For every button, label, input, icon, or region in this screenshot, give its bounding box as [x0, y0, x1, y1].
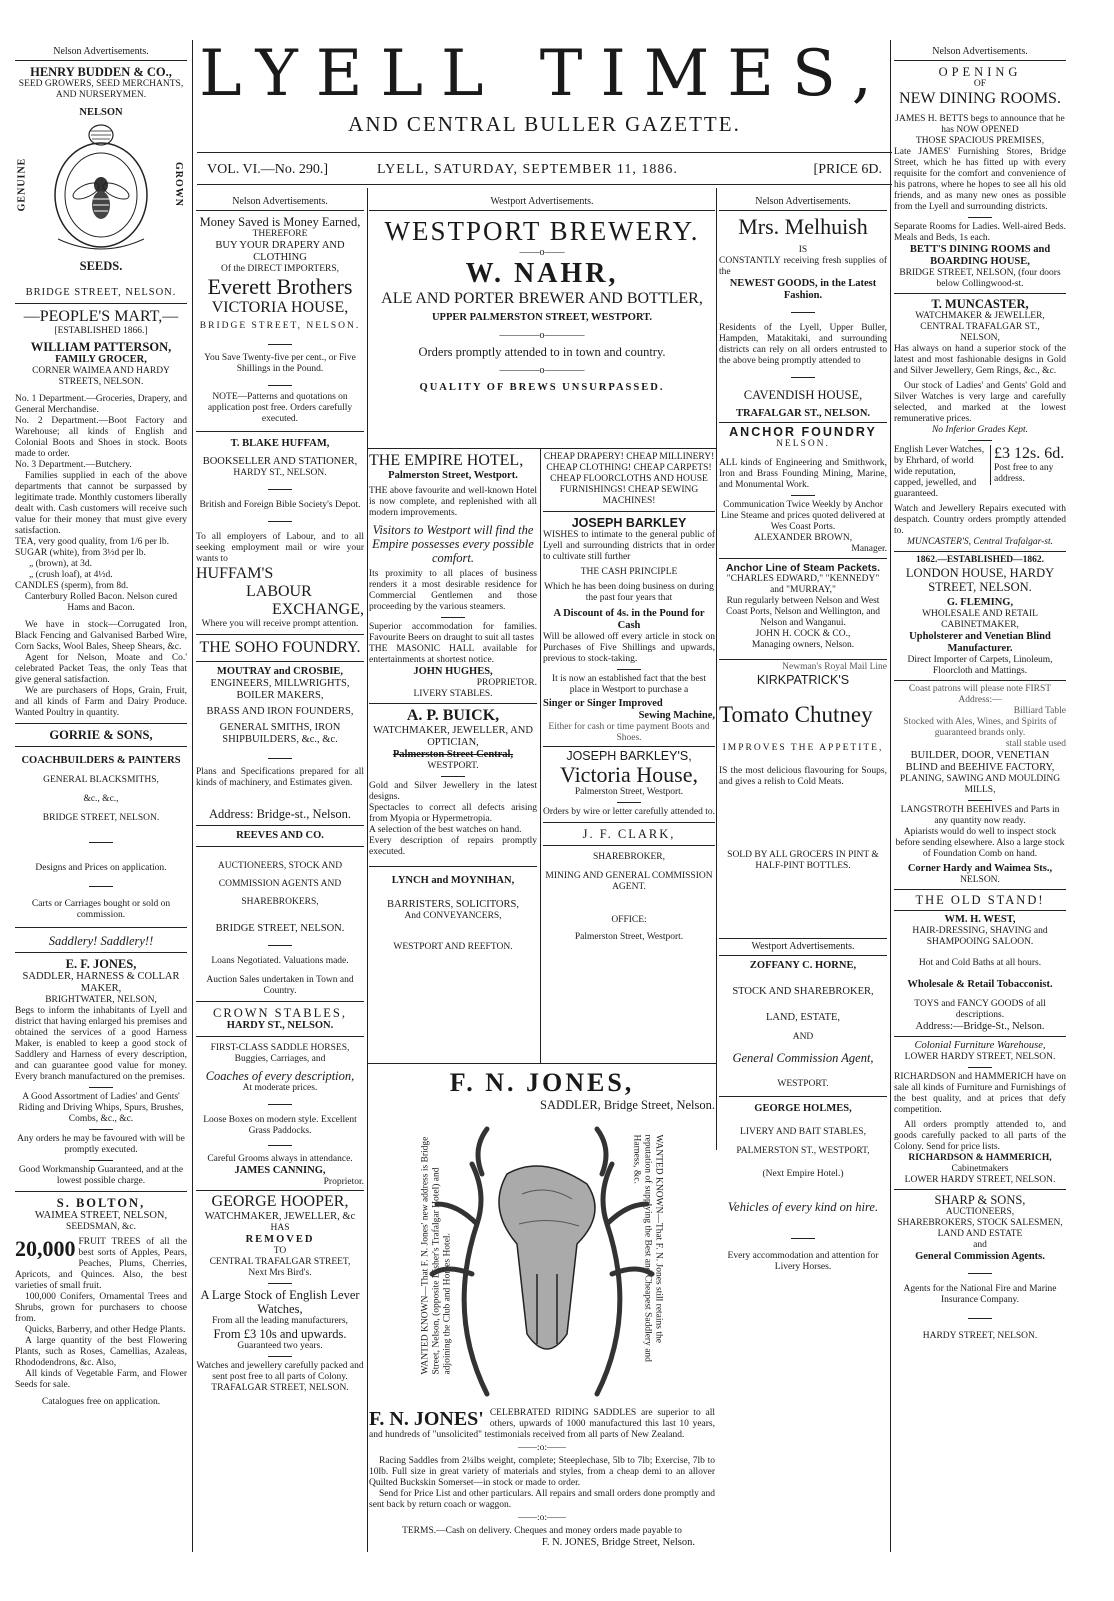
bolton-role: SEEDSMAN, &c. — [66, 1222, 136, 1232]
holmes-accommodation: Every accommodation and attention for Livery Horses. — [727, 1251, 879, 1272]
bolton-large: A large quantity of the best Flowering Plants, such as Roses, Camellias, Azaleas, Rhododendrons, &c. Also, — [15, 1336, 187, 1368]
empire-visitors: Visitors to Westport will find the Empire possesses every possible comfort. — [372, 523, 534, 565]
horne-general: General Commission Agent, — [732, 1051, 874, 1065]
hooper-name: GEORGE HOOPER, — [211, 1193, 349, 1210]
buick-town: WESTPORT. — [427, 761, 479, 771]
betts-separate: Separate Rooms for Ladies. Well-aired Beds. Meals and Beds, 1s each. — [894, 222, 1066, 243]
betts-body: JAMES H. BETTS begs to announce that he has NOW OPENED — [895, 114, 1065, 135]
anchor-line: Anchor Line of Steam Packets. — [725, 562, 881, 574]
efjones-body: Begs to inform the inhabitants of Lyell and district that having enlarged his premises and obtained the services of a good Harness Maker, is enabled to keep a good stock of Saddlery and Harness of every description, and can guarantee good value for money. Every branch manufactured on the premises. — [15, 1006, 187, 1082]
west-address: Address:—Bridge-St., Nelson. — [915, 1021, 1045, 1032]
barkley-name: JOSEPH BARKLEY — [571, 516, 687, 530]
pm-dept-3: No. 3 Department.—Butchery. — [15, 460, 132, 470]
barkley-which: Which he has been doing business on during the past four years that — [544, 582, 714, 603]
nahr-role: ALE AND PORTER BREWER AND BOTTLER, — [381, 290, 703, 307]
fleming-stall: stall stable used — [1005, 739, 1066, 749]
everett-therefore: THEREFORE — [252, 229, 308, 239]
hooper-from: From all the leading manufacturers, — [212, 1316, 348, 1326]
dateline: LYELL, SATURDAY, SEPTEMBER 11, 1886. — [377, 162, 678, 177]
soho-plans: Plans and Specifications prepared for all kinds of machinery, and Estimates given. — [196, 767, 364, 788]
nahr-name: W. NAHR, — [465, 258, 619, 289]
buick-name: A. P. BUICK, — [406, 707, 500, 724]
buick-role: WATCHMAKER, JEWELLER, AND OPTICIAN, — [373, 725, 533, 748]
fleming-stocked: Stocked with Ales, Wines, and Spirits of guaranteed brands only. — [903, 717, 1057, 738]
holmes-name: GEORGE HOLMES, — [754, 1103, 852, 1114]
fleming-coast: Coast patrons will please note FIRST Address:— — [908, 684, 1052, 705]
column-header: Nelson Advertisements. — [196, 194, 364, 211]
lynch-conveyancers: And CONVEYANCERS, — [404, 911, 502, 921]
west-toys: TOYS and FANCY GOODS of all descriptions. — [914, 999, 1046, 1020]
clark-name: J. F. CLARK, — [582, 827, 676, 841]
empire-masonic: THE MASONIC HALL available for entertainments at shortest notice. — [369, 644, 537, 665]
empire-proprietor: JOHN HUGHES, — [413, 666, 493, 677]
fleming-importer: Direct Importer of Carpets, Linoleum, Floorcloth and Mattings. — [907, 655, 1053, 676]
saddlery-banner: Saddlery! Saddlery!! — [48, 934, 154, 948]
cavendish-house: CAVENDISH HOUSE, — [743, 388, 863, 402]
empire-proprietor-role: PROPRIETOR. — [476, 678, 537, 688]
fleming-langstroth: LANGSTROTH BEEHIVES and Parts in any quantity now ready. — [900, 805, 1060, 826]
fnjones-left-sidebar: WANTED KNOWN—That F. N. Jones' new address is Bridge Street, Nelson, (opposite Disher's Trafalgar Hotel) and adjoining the Club and Horses Hotel. — [420, 1136, 453, 1375]
empire-title: THE EMPIRE HOTEL, — [369, 452, 524, 469]
volume-number: VOL. VI.—No. 290.] — [207, 162, 329, 177]
opening: OPENING — [938, 65, 1022, 79]
everett-note: NOTE—Patterns and quotations on application post free. Orders carefully executed. — [207, 392, 353, 424]
gorrie-name: GORRIE & SONS, — [49, 728, 153, 742]
anchor-nelson: NELSON. — [776, 439, 830, 449]
column-3b — [543, 452, 715, 1062]
column-3a — [369, 452, 537, 1062]
fleming-corner: Corner Hardy and Waimea Sts., — [907, 863, 1053, 874]
fnjones-subtitle: SADDLER, Bridge Street, Nelson. — [540, 1098, 715, 1112]
fleming-name: G. FLEMING, — [946, 597, 1014, 608]
everett-name: Everett Brothers — [207, 274, 353, 299]
newspaper-title: LYELL TIMES, — [199, 37, 890, 111]
london-house-est: 1862.—ESTABLISHED—1862. — [915, 555, 1045, 565]
tomato-improves: IMPROVES THE APPETITE, — [722, 743, 884, 753]
crown-loose: Loose Boxes on modern style. Excellent Grass Paddocks. — [203, 1115, 357, 1136]
old-stand: THE OLD STAND! — [915, 893, 1045, 907]
west-baths: Hot and Cold Baths at all hours. — [918, 958, 1042, 968]
crown-title: CROWN STABLES, — [213, 1006, 347, 1020]
huffam-bible: British and Foreign Bible Society's Depot. — [199, 500, 361, 510]
muncaster-address: CENTRAL TRAFALGAR ST., — [920, 322, 1040, 332]
huffam-name: T. BLAKE HUFFAM, — [230, 438, 330, 449]
tomato-body: IS the most delicious flavouring for Soups, and gives a relish to Cold Meats. — [719, 766, 887, 787]
sharp-general: General Commission Agents. — [915, 1251, 1045, 1262]
pm-sugar-1: SUGAR (white), from 3½d per lb. — [15, 548, 146, 558]
clark-mining: MINING AND GENERAL COMMISSION AGENT. — [545, 871, 713, 892]
horne-westport: WESTPORT. — [777, 1079, 829, 1089]
kirkpatrick-torn-line: Newman's Royal Mail Line — [782, 662, 887, 672]
rh-name: RICHARDSON & HAMMERICH, — [908, 1153, 1052, 1163]
muncaster-stock: Our stock of Ladies' and Gents' Gold and Silver Watches is very large and carefully selected, and marked at the lowest remunerative prices. — [894, 381, 1066, 424]
anchor-manager-role: Manager. — [851, 544, 887, 554]
anchor-manager: ALEXANDER BROWN, — [753, 533, 853, 543]
column-header: Westport Advertisements. — [369, 194, 715, 211]
bolton-fruit: FRUIT TREES of all the best sorts of Apples, Pears, Peaches, Plums, Cherries, Apricots, and Quinces. Also, the best varieties of small fruit. — [15, 1237, 187, 1291]
pm-candles: CANDLES (sperm), from 8d. — [15, 581, 129, 591]
huffam-employers: To all employers of Labour, and to all seeking employment mail or wire your wants to — [196, 532, 364, 564]
bolton-name: S. BOLTON, — [56, 1196, 146, 1210]
rh-address: LOWER HARDY STREET, NELSON. — [904, 1175, 1056, 1185]
fleming-billiard: Billiard Table — [1013, 706, 1066, 716]
fnjones-right-sidebar: WANTED KNOWN—That F. N. Jones still retains the reputation of supplying the Best and Cheapest Saddlery and Harness, &c. — [631, 1134, 664, 1362]
crown-proprietor: JAMES CANNING, — [234, 1165, 326, 1176]
fnjones-celebrated: CELEBRATED RIDING SADDLES are superior to all others, upwards of 1000 manufactured this last 10 years, and hundreds of "unsolicited" testimonials received from all parts of New Zealand. — [369, 1408, 715, 1440]
empire-address: Palmerston Street, Westport. — [388, 470, 518, 481]
muncaster-name: T. MUNCASTER, — [931, 297, 1029, 311]
anchor-line-ships: "CHARLES EDWARD," "KENNEDY" and "MURRAY," — [726, 574, 880, 595]
melhuish-residents: Residents of the Lyell, Upper Buller, Hampden, Matakitaki, and surrounding districts can rely on all orders entrusted to the above being promptly attended to — [719, 323, 887, 366]
bolton-quicks: Quicks, Barberry, and other Hedge Plants. — [25, 1325, 186, 1335]
crown-coaches: Coaches of every description, — [205, 1069, 355, 1083]
gorrie-smiths: GENERAL BLACKSMITHS, — [43, 775, 159, 785]
column-2 — [196, 194, 364, 1554]
empire-body: THE above favourite and well-known Hotel is now complete, and replenished with all modern improvements. — [369, 486, 537, 518]
sharp-role: SHAREBROKERS, STOCK SALESMEN, LAND AND ESTATE — [897, 1218, 1063, 1239]
rh-role: Cabinetmakers — [951, 1164, 1009, 1174]
hooper-has: HAS — [270, 1223, 290, 1233]
empire-superior: Superior accommodation for families. Favourite Beers on draught to suit all tastes — [369, 622, 537, 643]
colonial-address: LOWER HARDY STREET, NELSON. — [904, 1052, 1056, 1062]
hooper-next: Next Mrs Bird's. — [248, 1268, 312, 1278]
column-header: Nelson Advertisements. — [719, 194, 887, 211]
fnjones-terms: TERMS.—Cash on delivery. Cheques and money orders made payable to — [402, 1526, 682, 1536]
pm-tea: TEA, very good quality, from 1/6 per lb. — [15, 537, 169, 547]
anchor-line-run: Run regularly between Nelson and West Coast Ports, Nelson and Wellington, and Nelson and Wanganui. — [726, 596, 880, 628]
clark-address: Palmerston Street, Westport. — [574, 932, 684, 942]
soho-title: THE SOHO FOUNDRY. — [199, 639, 361, 656]
reeves-loans: Loans Negotiated. Valuations made. — [211, 956, 349, 966]
muncaster-repairs: Watch and Jewellery Repairs executed with despatch. Country orders promptly attended to. — [894, 504, 1066, 536]
hooper-large-stock: A Large Stock of English Lever Watches, — [200, 1288, 360, 1316]
hooper-price: From £3 10s and upwards. — [213, 1327, 347, 1341]
fleming-planing: PLANING, SAWING AND MOULDING MILLS, — [899, 774, 1061, 795]
reeves-role: AUCTIONEERS, STOCK AND COMMISSION AGENTS AND SHAREBROKERS, — [217, 861, 343, 907]
holmes-next: (Next Empire Hotel.) — [762, 1169, 844, 1179]
lynch-role: BARRISTERS, SOLICITORS, — [387, 899, 519, 910]
betts-name: BETT'S DINING ROOMS and BOARDING HOUSE, — [909, 244, 1051, 267]
barkley-body: WISHES to intimate to the general public of Lyell and surrounding districts that in order to cultivate still further — [543, 530, 715, 562]
pm-stock: We have in stock—Corrugated Iron, Black Fencing and Galvanised Barbed Wire, Corn Sacks, Wool Bales, Sheep Shears, &c. — [15, 620, 187, 652]
hooper-packed: Watches and jewellery carefully packed and sent post free to all parts of Colony. — [196, 1361, 364, 1382]
london-house: LONDON HOUSE, HARDY STREET, NELSON. — [905, 566, 1055, 594]
opening-of: OF — [973, 79, 987, 89]
melhuish-name: Mrs. Melhuish — [738, 214, 868, 239]
soho-address: Address: Bridge-st., Nelson. — [209, 807, 351, 821]
price: [PRICE 6D. — [813, 162, 882, 177]
melhuish-is: IS — [798, 245, 808, 255]
fnjones-send: Send for Price List and other particulars. All repairs and small orders done promptly and sent back by return coach or waggon. — [369, 1489, 715, 1510]
everett-buy: BUY YOUR DRAPERY AND CLOTHING — [215, 240, 345, 263]
kirkpatrick-name: KIRKPATRICK'S — [756, 673, 850, 687]
efjones-assortment: A Good Assortment of Ladies' and Gents' Riding and Driving Whips, Spurs, Brushes, Combs, &c., &c. — [18, 1092, 184, 1124]
gorrie-carts: Carts or Carriages bought or sold on commission. — [31, 899, 171, 920]
colonial-furniture: Colonial Furniture Warehouse, — [914, 1040, 1046, 1051]
column-header: Nelson Advertisements. — [894, 44, 1066, 61]
buick-address: Palmerston Street Central, — [392, 749, 514, 760]
melhuish-body: CONSTANTLY receiving fresh supplies of the — [719, 256, 887, 277]
bolton-address: WAIMEA STREET, NELSON, — [34, 1210, 168, 1221]
efjones-address: BRIGHTWATER, NELSON, — [45, 995, 157, 1005]
fnjones-racing: Racing Saddles from 2¼lbs weight, complete; Steeplechase, 5lb to 7lb; Exercise, 7lb to 10lb. Full size in great variety of materials and styles, from a cheap demi to an allover Quilted Buckskin Somerset—in stock or made to order. — [369, 1456, 715, 1488]
bolton-seeds: All kinds of Vegetable Farm, and Flower Seeds for sale. — [15, 1369, 187, 1390]
budden-seal — [15, 119, 187, 259]
fleming-builder: BUILDER, DOOR, VENETIAN BLIND and BEEHIVE FACTORY, — [905, 750, 1055, 773]
seal-grown-label: GROWN — [173, 162, 184, 207]
sharp-and: and — [973, 1240, 987, 1250]
column-header-2: Westport Advertisements. — [719, 939, 887, 956]
west-tobacconist: Wholesale & Retail Tobacconist. — [907, 979, 1053, 990]
buick-gold: Gold and Silver Jewellery in the latest designs. — [369, 781, 537, 802]
gorrie-etc: &c., &c., — [83, 794, 119, 804]
barkley-cash-principle: THE CASH PRINCIPLE — [580, 567, 678, 577]
everett-headline: Money Saved is Money Earned, — [199, 215, 361, 229]
pm-sugar-2: „ (brown), at 3d. — [29, 559, 93, 569]
fnjones-celebrated-name: F. N. JONES' — [369, 1408, 484, 1430]
soho-engineers: ENGINEERS, MILLWRIGHTS, BOILER MAKERS, — [210, 678, 350, 701]
anchor-line-owners-role: Managing owners, Nelson. — [751, 640, 855, 650]
huffam-prompt: Where you will receive prompt attention. — [201, 619, 359, 629]
barkley-allowed: Will be allowed off every article in stock on Purchases of Five Shillings and upwards, previous to stock-taking. — [543, 632, 715, 664]
huffam-big-2: LABOUR — [246, 583, 312, 600]
nahr-orders: Orders promptly attended to in town and country. — [418, 345, 666, 359]
holmes-vehicles: Vehicles of every kind on hire. — [727, 1200, 879, 1214]
holmes-address: PALMERSTON ST., WESTPORT, — [736, 1146, 870, 1156]
pm-sugar-3: „ (crush loaf), at 4½d. — [29, 570, 113, 580]
horne-role: STOCK AND SHAREBROKER, — [732, 986, 874, 997]
column-3-westport: Westport Advertisements. WESTPORT BREWERY. ——o—— W. NAHR, ALE AND PORTER BREWER AND BOTTLER, UPPER PALMERSTON STREET, WESTPORT. ————o———— Orders promptly attended to in town and country. ————o———— QUALITY OF BREWS UNSURPASSED. — [369, 194, 715, 448]
crown-first: FIRST-CLASS SADDLE HORSES, Buggies, Carriages, and — [210, 1043, 350, 1064]
bolton-big-number: 20,000 — [15, 1237, 76, 1261]
betts-late: Late JAMES' Furnishing Stores, Bridge Street, which he has fitted up with every requisite for the comfort and convenience of his patrons, where he hopes to see all his old friends, and as many new ones as possible from the Lyell and surrounding districts. — [894, 147, 1066, 212]
buick-spectacles: Spectacles to correct all defects arising from Myopia or Hypermetropia. — [369, 803, 537, 824]
masthead — [197, 38, 892, 178]
buick-repairs: Every description of repairs promptly executed. — [369, 836, 537, 857]
clark-office: OFFICE: — [611, 915, 647, 925]
budden-sub: SEED GROWERS, SEED MERCHANTS, AND NURSERYMEN. — [18, 79, 184, 100]
column-1 — [15, 44, 187, 1554]
anchor-foundry: ANCHOR FOUNDRY — [729, 425, 877, 439]
rh-body: RICHARDSON and HAMMERICH have on sale all kinds of Furniture and Furnishings of the best quality, and at prices that defy competition. — [894, 1072, 1066, 1115]
soho-names: MOUTRAY and CROSBIE, — [216, 666, 344, 677]
column-4 — [719, 194, 887, 1554]
peoples-mart-title: —PEOPLE'S MART,— — [23, 308, 179, 325]
horne-name: ZOFFANY C. HORNE, — [749, 960, 857, 971]
newspaper-subtitle: AND CENTRAL BULLER GAZETTE. — [348, 112, 741, 136]
fleming-role: WHOLESALE AND RETAIL CABINETMAKER, — [922, 609, 1038, 630]
saddle-antlers-icon — [427, 1114, 657, 1404]
fleming-upholsterer: Upholsterer and Venetian Blind Manufacturer. — [909, 631, 1051, 654]
huffam-role: BOOKSELLER AND STATIONER, — [202, 456, 358, 467]
soho-brass: BRASS AND IRON FOUNDERS, — [206, 706, 354, 717]
fleming-nelson: NELSON. — [960, 875, 1000, 885]
barkley-sewing: Sewing Machine, — [638, 710, 715, 721]
hooper-street: TRAFALGAR STREET, NELSON. — [211, 1383, 349, 1393]
pm-dept-1: No. 1 Department.—Groceries, Drapery, and General Merchandise. — [15, 394, 187, 415]
everett-direct: Of the DIRECT IMPORTERS, — [220, 264, 339, 274]
muncaster-sign: MUNCASTER'S, Central Trafalgar-st. — [907, 537, 1053, 547]
muncaster-price: £3 12s. 6d. — [994, 445, 1065, 462]
column-5 — [894, 44, 1066, 1554]
horne-and: AND — [792, 1032, 814, 1042]
tomato-sold: SOLD BY ALL GROCERS IN PINT & HALF-PINT BOTTLES. — [727, 850, 879, 871]
hooper-role: WATCHMAKER, JEWELLER, &c — [204, 1211, 356, 1222]
hooper-address: CENTRAL TRAFALGAR STREET, — [209, 1257, 351, 1267]
brewery-title: WESTPORT BREWERY. — [384, 216, 700, 246]
muncaster-nelson: NELSON, — [960, 333, 1000, 343]
reeves-address: BRIDGE STREET, NELSON. — [215, 923, 345, 934]
hooper-to: TO — [273, 1246, 287, 1256]
holmes-role: LIVERY AND BAIT STABLES, — [740, 1127, 866, 1137]
hooper-removed: REMOVED — [245, 1234, 315, 1245]
budden-address: BRIDGE STREET, NELSON. — [25, 287, 177, 298]
crown-proprietor-role: Proprietor. — [323, 1177, 364, 1187]
anchor-body: ALL kinds of Engineering and Smithwork, Iron and Brass Founding Mining, Marine, and Monumental Work. — [719, 458, 887, 490]
horne-land: LAND, ESTATE, — [765, 1012, 841, 1023]
fnjones-payee: F. N. JONES, Bridge Street, Nelson. — [541, 1537, 695, 1548]
patterson-corner: CORNER WAIMEA AND HARDY STREETS, NELSON. — [32, 366, 170, 387]
empire-livery: LIVERY STABLES. — [413, 689, 493, 699]
cavendish-trafalgar: TRAFALGAR ST., NELSON. — [735, 408, 871, 419]
lynch-places: WESTPORT AND REEFTON. — [393, 942, 513, 952]
budden-name: HENRY BUDDEN & CO., — [30, 65, 172, 79]
victoria-house: Victoria House, — [560, 762, 698, 787]
muncaster-lever: English Lever Watches, by Ehrhard, of world wide reputation, capped, jewelled, and guaranteed. — [894, 445, 985, 499]
nahr-quality: QUALITY OF BREWS UNSURPASSED. — [419, 382, 665, 393]
rh-orders: All orders promptly attended to, and goods carefully packed to all parts of the Colony. Send for price lists. — [894, 1120, 1066, 1152]
anchor-line-owners: JOHN H. COCK & CO., — [755, 629, 851, 639]
hooper-guarantee: Guaranteed two years. — [237, 1341, 323, 1351]
barkley-wire: Orders by wire or letter carefully attended to. — [543, 807, 715, 817]
empire-proximity: Its proximity to all places of business renders it a most desirable residence for Commercial Gentlemen and those proceeding by the various steamers. — [369, 569, 537, 612]
muncaster-body: Has always on hand a superior stock of the latest and most fashionable designs in Gold and Silver Jewellery, Gem Rings, &c., &c. — [894, 344, 1066, 376]
victoria-house-address: Palmerston Street, Westport. — [574, 787, 684, 797]
barkley-name-2: JOSEPH BARKLEY'S, — [566, 749, 692, 763]
column-header: Nelson Advertisements. — [15, 44, 187, 61]
budden-seeds: SEEDS. — [79, 259, 123, 273]
barkley-established: It is now an established fact that the best place in Westport to purchase a — [551, 674, 707, 695]
everett-house: VICTORIA HOUSE, — [211, 299, 349, 316]
muncaster-post-free: Post free to any address. — [994, 463, 1054, 484]
sharp-address: HARDY STREET, NELSON. — [922, 1331, 1038, 1341]
fnjones-advert: F. N. JONES, SADDLER, Bridge Street, Nelson. WANTED KNOWN—That F. N. Jones' new address is Bridge Street, Nelson, (opposite Disher's Trafalgar Hotel) and adjoining the Club and Horses Hotel. WANTED KNOWN—That F. N. Jones still retains the reputation of supplying the Best and Cheapest Saddlery and Harness, &c. F. N. JONES' CELEBRATED RIDING SADDLES are superior to all others, upwards of 1000 manufactured this last 10 years, and hundreds of "unsolicited" testimonials received from all parts of New Zealand. ——:o:—— Racing Saddles from 2¼lbs weight, complete; Steeplechase, 5lb to 7lb; Exercise, 7lb to 10lb. Full size in great variety of materials and styles, from a cheap demi to an allover Quilted Buckskin Somerset—in stock or made to order. Send for Price List and other particulars. All repairs and small orders done promptly and sent back by return coach or waggon. ——:o:—— TERMS.—Cash on delivery. Cheques and money orders made payable to F. N. JONES, Bridge Street, Nelson. — [369, 1068, 715, 1548]
fleming-apiarists: Apiarists would do well to inspect stock before sending elsewhere. Also a large stock of Foundation Comb on hand. — [895, 827, 1065, 859]
lynch-name: LYNCH and MOYNIHAN, — [391, 875, 515, 886]
crown-address: HARDY ST., NELSON. — [226, 1020, 334, 1031]
efjones-name: E. F. JONES, — [65, 957, 137, 971]
efjones-role: SADDLER, HARNESS & COLLAR MAKER, — [22, 971, 180, 994]
anchor-communication: Communication Twice Weekly by Anchor Line Steame and prices quoted delivered at Wes Coast Ports. — [720, 500, 886, 532]
west-role: HAIR-DRESSING, SHAVING and SHAMPOOING SALOON. — [912, 926, 1048, 947]
patterson-name: WILLIAM PATTERSON, — [30, 340, 172, 354]
buick-selection: A selection of the best watches on hand. — [369, 825, 522, 835]
pm-families: Families supplied in each of the above departments that cannot be surpassed by legitimate trade. Monthly customers liberally dealt with. Cash customers will receive such value for their money that must give every satisfaction. — [15, 471, 187, 536]
seal-genuine-label: GENUINE — [16, 157, 28, 212]
melhuish-newest: NEWEST GOODS, in the Latest Fashion. — [729, 278, 877, 301]
sharp-name: SHARP & SONS, — [934, 1193, 1026, 1207]
muncaster-role: WATCHMAKER & JEWELLER, — [915, 311, 1045, 321]
gorrie-designs: Designs and Prices on application. — [35, 863, 167, 873]
muncaster-no-inferior: No Inferior Grades Kept. — [931, 425, 1029, 435]
west-name: WM. H. WEST, — [944, 914, 1016, 925]
nahr-address: UPPER PALMERSTON STREET, WESTPORT. — [431, 312, 653, 323]
efjones-orders: Any orders he may be favoured with will be promptly executed. — [17, 1134, 185, 1155]
barkley-either: Either for cash or time payment Boots and Shoes. — [548, 722, 710, 743]
pm-agent: Agent for Nelson, Moate and Co.' celebrated Packet Teas, the only Teas that give general satisfaction. — [15, 653, 187, 685]
betts-address: BRIDGE STREET, NELSON, (four doors below Collingwood-st. — [899, 268, 1061, 289]
bolton-conifers: 100,000 Conifers, Ornamental Trees and Shrubs, grown for purchasers to choose from. — [15, 1292, 187, 1324]
efjones-guarantee: Good Workmanship Guaranteed, and at the lowest possible charge. — [18, 1165, 184, 1186]
reeves-name: REEVES AND CO. — [236, 830, 324, 841]
reeves-sales: Auction Sales undertaken in Town and Country. — [206, 975, 354, 996]
new-dining-rooms: NEW DINING ROOMS. — [899, 90, 1061, 107]
huffam-address: HARDY ST., NELSON. — [233, 468, 327, 478]
betts-premises: THOSE SPACIOUS PREMISES, — [915, 136, 1045, 146]
gorrie-address: BRIDGE STREET, NELSON. — [42, 813, 160, 823]
pm-purchasers: We are purchasers of Hops, Grain, Fruit, and all kinds of Farm and Dairy Produce. Wanted Poultry in quantity. — [15, 686, 187, 718]
peoples-mart-est: [ESTABLISHED 1866.] — [54, 326, 148, 336]
barkley-singer: Singer or Singer Improved — [543, 698, 663, 709]
sharp-agents: Agents for the National Fire and Marine Insurance Company. — [903, 1284, 1057, 1305]
bolton-catalogue: Catalogues free on application. — [41, 1397, 161, 1407]
sharp-auctioneers: AUCTIONEERS, — [945, 1207, 1015, 1217]
crown-rates: At moderate prices. — [242, 1083, 318, 1093]
bee-seal-icon — [46, 121, 156, 256]
huffam-big-1: HUFFAM'S — [196, 565, 274, 582]
crown-grooms: Careful Grooms always in attendance. — [207, 1154, 353, 1164]
soho-general: GENERAL SMITHS, IRON SHIPBUILDERS, &c., &c. — [219, 722, 341, 745]
huffam-big-3: EXCHANGE, — [272, 601, 364, 618]
pm-canterbury: Canterbury Rolled Bacon. Nelson cured Hams and Bacon. — [24, 592, 178, 613]
barkley-discount: A Discount of 4s. in the Pound for Cash — [553, 608, 705, 631]
pm-dept-2: No. 2 Department.—Boot Factory and Warehouse; all kinds of English and Colonial Boots and Shoes in stock. Boots made to order. — [15, 416, 187, 459]
tomato-chutney: Tomato Chutney — [719, 702, 873, 727]
clark-role: SHAREBROKER, — [592, 852, 666, 862]
budden-nelson: NELSON — [79, 107, 123, 118]
everett-save: You Save Twenty-five per cent., or Five Shillings in the Pound. — [204, 353, 356, 374]
gorrie-sub: COACHBUILDERS & PAINTERS — [21, 755, 181, 766]
patterson-role: FAMILY GROCER, — [55, 354, 147, 365]
fnjones-title: F. N. JONES, — [449, 1068, 635, 1097]
everett-address: BRIDGE STREET, NELSON. — [199, 321, 361, 331]
cheap-goods: CHEAP DRAPERY! CHEAP MILLINERY! CHEAP CLOTHING! CHEAP CARPETS! CHEAP FLOORCLOTHS AND HOUSE FURNISHINGS! CHEAP SEWING MACHINES! — [543, 452, 715, 506]
